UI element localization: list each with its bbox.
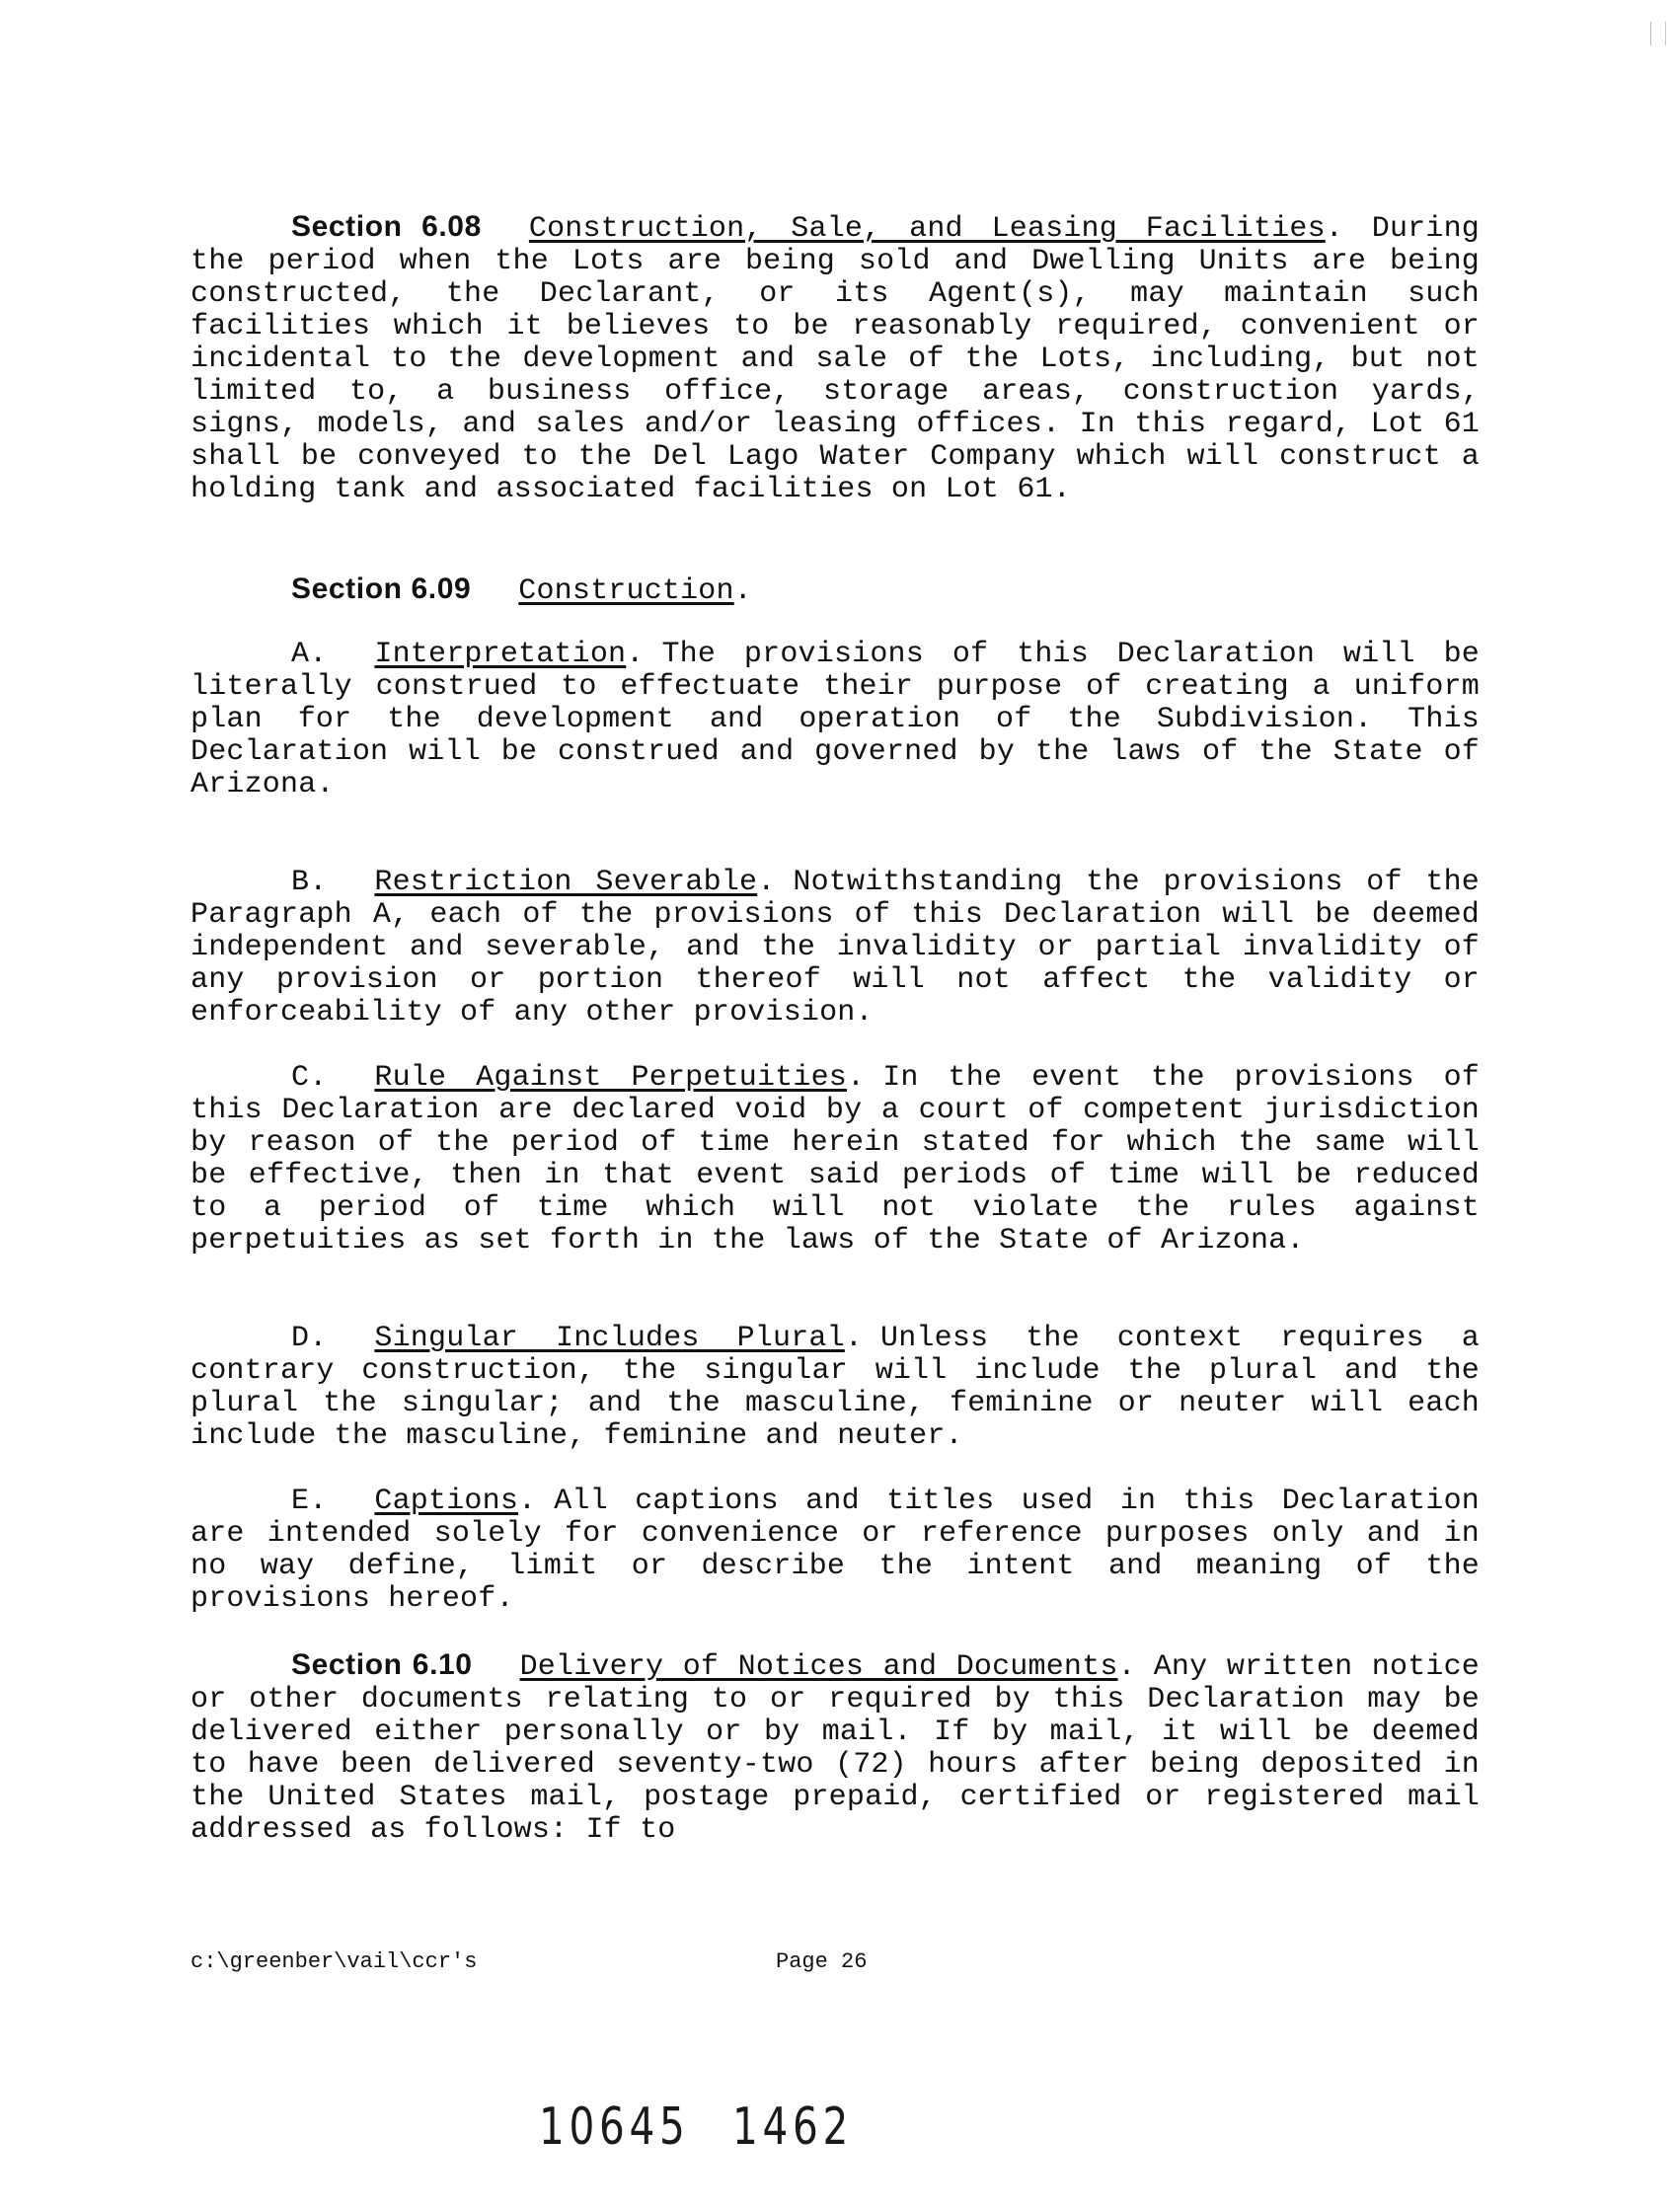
subsection-d-title: Singular Includes Plural [374, 1322, 845, 1355]
scan-edge-mark [1650, 22, 1666, 45]
section-6-09-paragraph: Section 6.09 Construction. [291, 572, 752, 608]
subsection-d: D. Singular Includes Plural. Unless the context requires a contrary construction, the singular will include the plural and the plural the singular; and the masculine, feminine or neuter will each include the masculine, feminine and neuter. [190, 1322, 1480, 1453]
section-6-10-heading: Section 6.10 [291, 1648, 473, 1681]
section-6-08-body: During the period when the Lots are being sold and Dwelling Units are being constructed, the Declarant, or its Agent(s), may maintain such facilities which it believes to be reasonably required, convenient or incidental to the development and sale of the Lots, including, but not limited to, a business office, storage areas, construction yards, signs, models, and sales and/or leasing offices. In this regard, Lot 61 shall be conveyed to the Del Lago Water Company which will construct a holding tank and associated facilities on Lot 61. [190, 212, 1480, 506]
subsection-e-title: Captions [374, 1485, 519, 1518]
subsection-a-title: Interpretation [374, 638, 627, 671]
section-6-08-paragraph: Section 6.08 Construction, Sale, and Leasing Facilities. During the period when the Lots are being sold and Dwelling Units are being constructed, the Declarant, or its Agent(s), may maintain such facilities which it believes to be reasonably required, convenient or incidental to the development and sale of the Lots, including, but not limited to, a business office, storage areas, construction yards, signs, models, and sales and/or leasing offices. In this regard, Lot 61 shall be conveyed to the Del Lago Water Company which will construct a holding tank and associated facilities on Lot 61. [190, 210, 1480, 506]
subsection-a: A. Interpretation. The provisions of this Declaration will be literally construed to effectuate their purpose of creating a uniform plan for the development and operation of the Subdivision. This Declaration will be construed and governed by the laws of the State of Arizona. [190, 638, 1480, 801]
subsection-b-letter: B. [291, 866, 328, 899]
subsection-b: B. Restriction Severable. Notwithstanding the provisions of the Paragraph A, each of the provisions of this Declaration will be deemed independent and severable, and the invalidity or partial invalidity of any provision or portion thereof will not affect the validity or enforceability of any other provision. [190, 866, 1481, 1030]
subsection-d-letter: D. [291, 1322, 328, 1355]
section-6-08-heading: Section 6.08 [291, 210, 482, 243]
section-6-10-body: Any written notice or other documents relating to or required by this Declaration may be delivered either personally or by mail. If by mail, it will be deemed to have been delivered seventy-two (72) hours after being deposited in the United States mail, postage prepaid, certified or registered mail addressed as follows: If to [190, 1650, 1481, 1847]
section-6-09-heading: Section 6.09 [291, 572, 472, 605]
subsection-a-body: The provisions of this Declaration will be literally construed to effectuate their purpose of creating a uniform plan for the development and operation of the Subdivision. This Declaration will be construed and governed by the laws of the State of Arizona. [190, 638, 1480, 801]
section-6-10-title: Delivery of Notices and Documents [519, 1650, 1118, 1684]
section-6-08-title: Construction, Sale, and Leasing Facilities [528, 212, 1326, 246]
recording-book-number: 10645 [539, 2098, 690, 2157]
subsection-c-title: Rule Against Perpetuities [374, 1061, 847, 1095]
recording-page-number: 1462 [732, 2098, 853, 2157]
subsection-c-body: In the event the provisions of this Declaration are declared void by a court of competent jurisdiction by reason of the period of time herein stated for which the same will be effective, then in that event said periods of time will be reduced to a period of time which will not violate the rules against perpetuities as set forth in the laws of the State of Arizona. [190, 1061, 1481, 1258]
subsection-e: E. Captions. All captions and titles used in this Declaration are intended solely for convenience or reference purposes only and in no way define, limit or describe the intent and meaning of the provisions hereof. [190, 1485, 1480, 1616]
subsection-c-letter: C. [291, 1061, 328, 1095]
subsection-b-body: Notwithstanding the provisions of the Paragraph A, each of the provisions of this Declaration will be deemed independent and severable, and the invalidity or partial invalidity of any provision or portion thereof will not affect the validity or enforceability of any other provision. [190, 866, 1481, 1030]
section-6-09-title: Construction [518, 574, 734, 608]
footer-page-number: Page 26 [776, 1949, 868, 1974]
subsection-e-body: All captions and titles used in this Declaration are intended solely for convenience or reference purposes only and in no way define, limit or describe the intent and meaning of the provisions hereof. [190, 1485, 1480, 1616]
subsection-e-letter: E. [291, 1485, 328, 1518]
subsection-b-title: Restriction Severable [374, 866, 758, 899]
footer-file-path: c:\greenber\vail\ccr's [190, 1949, 478, 1974]
subsection-c: C. Rule Against Perpetuities. In the event the provisions of this Declaration are declared void by a court of competent jurisdiction by reason of the period of time herein stated for which the same will be effective, then in that event said periods of time will be reduced to a period of time which will not violate the rules against perpetuities as set forth in the laws of the State of Arizona. [190, 1061, 1481, 1258]
section-6-10-paragraph: Section 6.10 Delivery of Notices and Documents. Any written notice or other documents relating to or required by this Declaration may be delivered either personally or by mail. If by mail, it will be deemed to have been delivered seventy-two (72) hours after being deposited in the United States mail, postage prepaid, certified or registered mail addressed as follows: If to [190, 1648, 1481, 1847]
subsection-d-body: Unless the context requires a contrary construction, the singular will include the plural and the plural the singular; and the masculine, feminine or neuter will each include the masculine, feminine and neuter. [190, 1322, 1480, 1453]
subsection-a-letter: A. [291, 638, 328, 671]
